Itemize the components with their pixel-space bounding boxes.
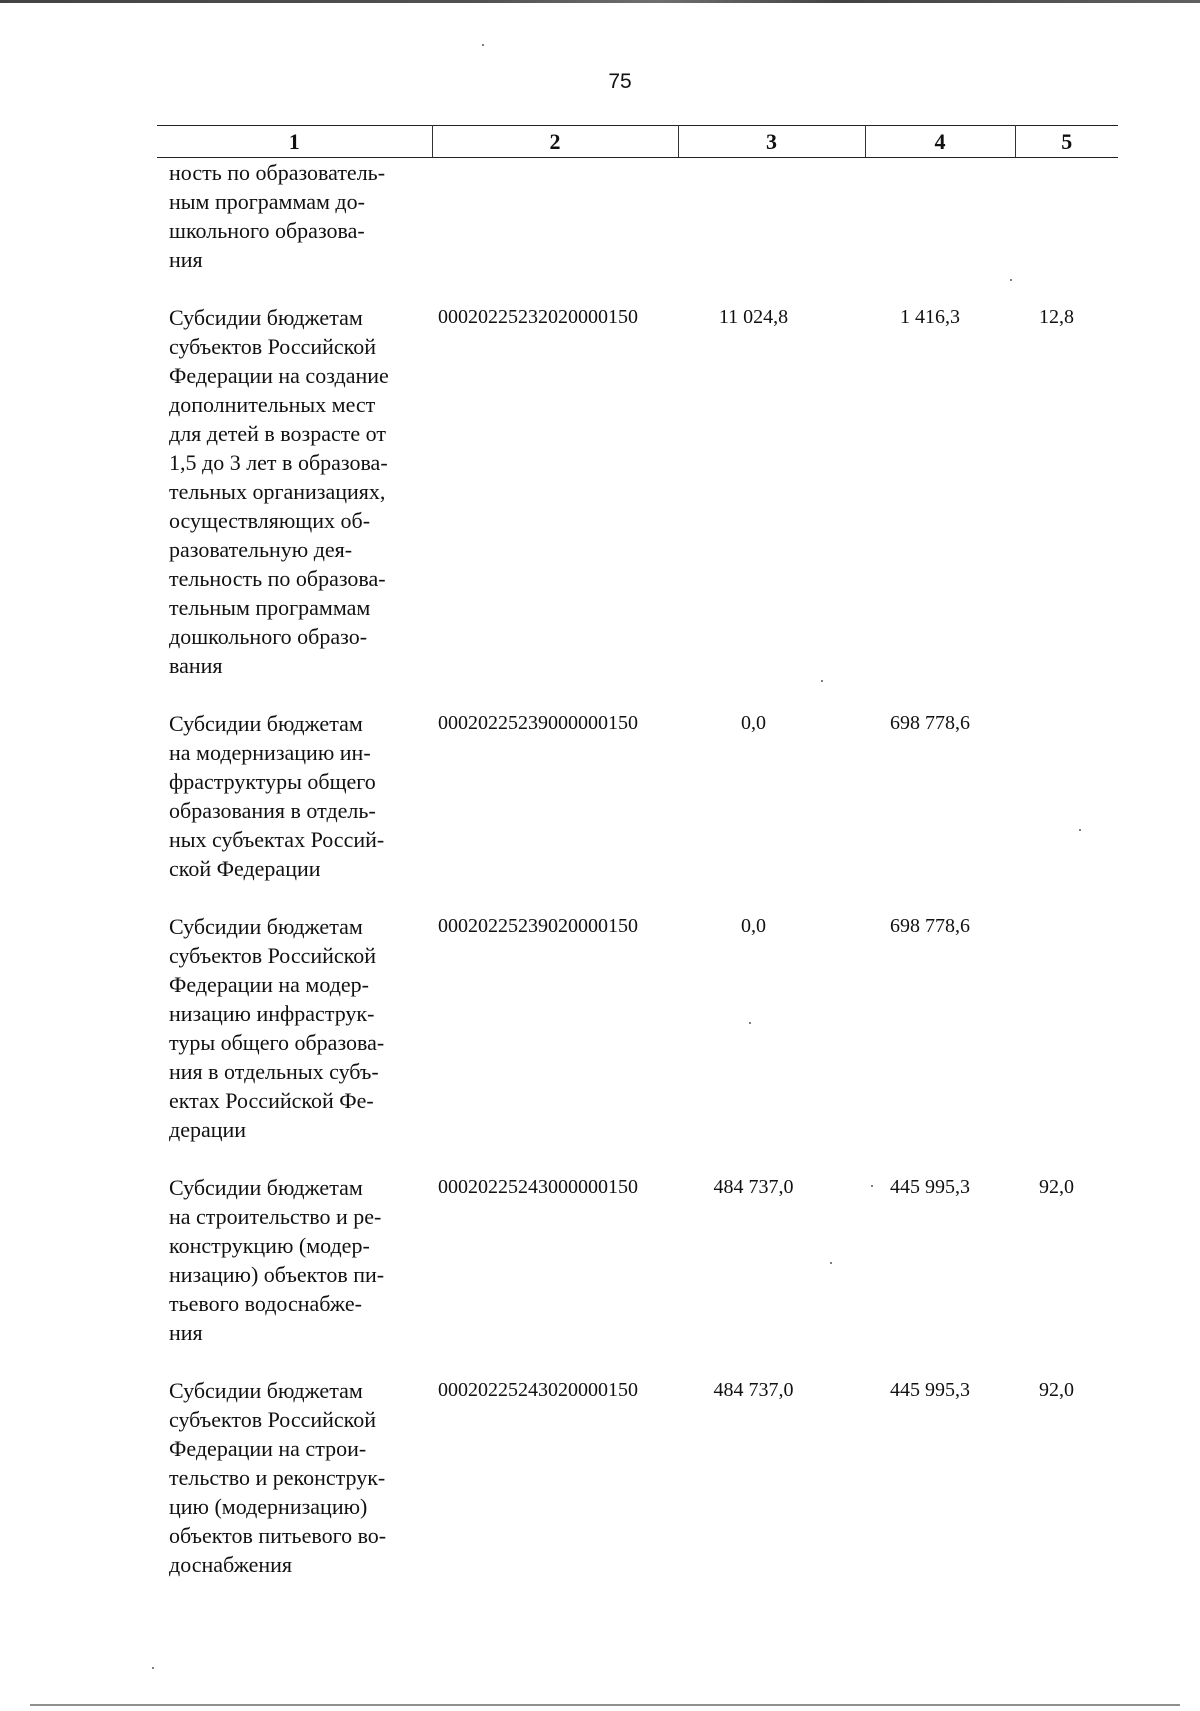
- row-col3: 0,0: [741, 712, 766, 734]
- row-code: 00020225239000000150: [438, 712, 638, 734]
- header-col-1: 1: [157, 126, 432, 158]
- row-col3: 484 737,0: [713, 1176, 794, 1198]
- row-col4: 445 995,3: [890, 1379, 970, 1401]
- scan-speck: [1079, 829, 1081, 831]
- table-row: [157, 1374, 1118, 1606]
- scan-speck: [1010, 279, 1012, 281]
- table-row: [157, 301, 1118, 707]
- table-header: [157, 126, 1118, 158]
- scan-speck: [152, 1667, 154, 1669]
- row-col5: 92,0: [1039, 1176, 1074, 1198]
- scan-bottom-edge: [30, 1704, 1180, 1706]
- row-col5: [1015, 910, 1118, 1171]
- row-col3: 0,0: [741, 915, 766, 937]
- header-col-4: 4: [865, 126, 1015, 158]
- row-col5: 92,0: [1039, 1379, 1074, 1401]
- row-code: 00020225239020000150: [438, 915, 638, 937]
- row-col5: [1015, 158, 1118, 302]
- header-col-2: 2: [432, 126, 678, 158]
- scan-speck: [830, 1262, 832, 1264]
- row-col3: [678, 158, 865, 302]
- header-col-5: 5: [1015, 126, 1118, 158]
- table-body: [157, 158, 1118, 1607]
- row-col4: [865, 158, 1015, 302]
- row-col3: 11 024,8: [718, 306, 789, 328]
- row-name: Субсидии бюджетам на строительство и ре- конструкцию (модер- низацию) объектов пи- тьевого водоснабже- ния: [169, 1175, 385, 1345]
- row-col4: 698 778,6: [890, 712, 970, 734]
- row-code: 00020225232020000150: [438, 306, 638, 328]
- row-col3: 484 737,0: [713, 1379, 794, 1401]
- row-name: Субсидии бюджетам субъектов Российской Федерации на строи- тельство и реконструк- цию (модернизацию) объектов питьевого во- доснабжения: [169, 1378, 387, 1577]
- row-code: [432, 158, 678, 302]
- row-name: Субсидии бюджетам субъектов Российской Федерации на создание дополнительных мест для детей в возрасте от 1,5 до 3 лет в образова- тельных организациях, осуществляющих об- разовательную дея- тельность по образова- тельным программам дошкольного образо- вания: [169, 305, 389, 678]
- budget-table: [157, 125, 1118, 1606]
- row-col4: 445 995,3: [890, 1176, 970, 1198]
- row-col4: 1 416,3: [900, 306, 960, 328]
- row-code: 00020225243020000150: [438, 1379, 638, 1401]
- scan-speck: [482, 44, 484, 46]
- row-name: Субсидии бюджетам субъектов Российской Федерации на модер- низацию инфраструк- туры общего образова- ния в отдельных субъ- ектах Российской Фе- дерации: [169, 914, 385, 1142]
- row-col4: 698 778,6: [890, 915, 970, 937]
- scan-speck: [749, 1022, 751, 1024]
- table-row: [157, 1171, 1118, 1374]
- table-row: [157, 158, 1118, 302]
- table-row: [157, 910, 1118, 1171]
- scan-speck: [871, 1185, 873, 1187]
- table-row: [157, 707, 1118, 910]
- row-name: ность по образователь- ным программам до- школьного образова- ния: [169, 160, 386, 272]
- row-name: Субсидии бюджетам на модернизацию ин- фраструктуры общего образования в отдель- ных субъектах Россий- ской Федерации: [169, 711, 385, 881]
- scan-top-edge: [0, 0, 1200, 3]
- row-code: 00020225243000000150: [438, 1176, 638, 1198]
- page-number: 75: [608, 70, 632, 93]
- header-col-3: 3: [678, 126, 865, 158]
- row-col5: 12,8: [1039, 306, 1074, 328]
- header-row: [157, 126, 1118, 158]
- scan-speck: [821, 680, 823, 682]
- row-col5: [1015, 707, 1118, 910]
